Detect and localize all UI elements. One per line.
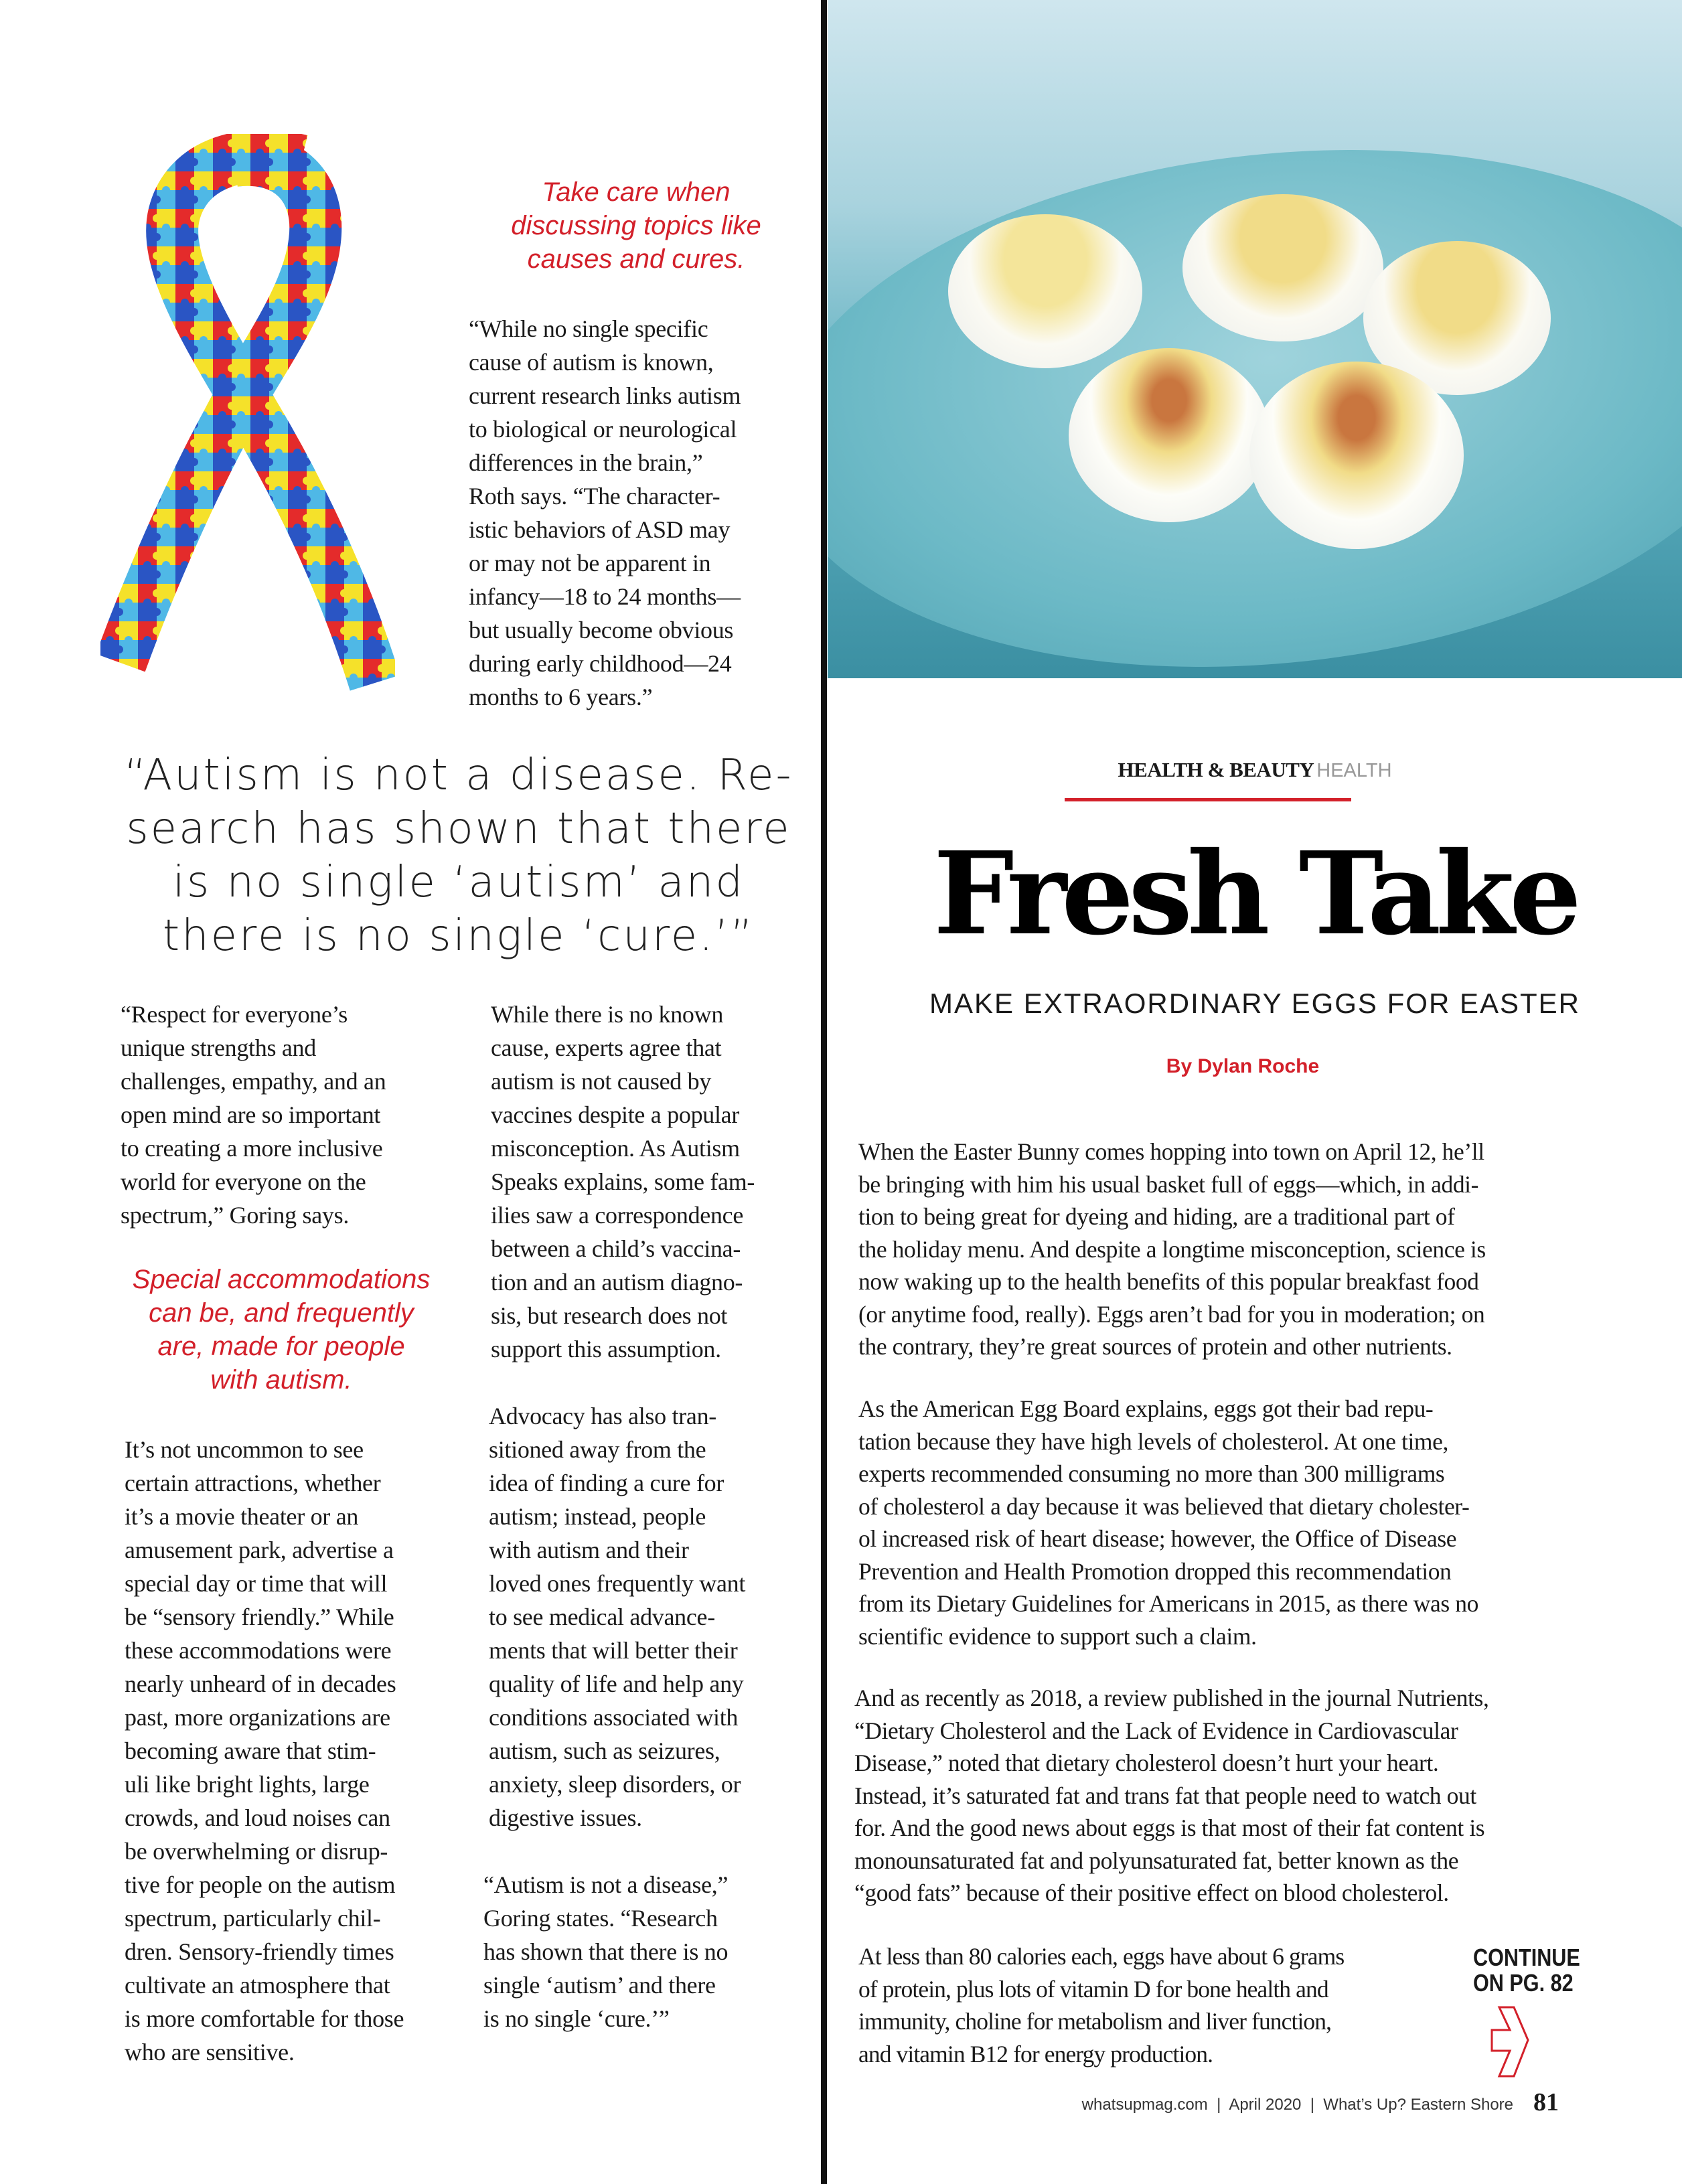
text-line: are, made for people: [157, 1332, 405, 1361]
text-line: is no single ‘cure.’”: [483, 2005, 670, 2032]
text-line: infancy—18 to 24 months—: [469, 583, 741, 610]
text-line: dren. Sensory-friendly times: [125, 1938, 394, 1965]
text-line: experts recommended consuming no more than 300 milligrams: [858, 1460, 1445, 1487]
kicker-section: HEALTH & BEAUTY: [1118, 758, 1314, 781]
text-line: And as recently as 2018, a review published in the journal Nutrients,: [854, 1685, 1489, 1711]
text-line: monounsaturated fat and polyunsaturated fat, better known as the: [854, 1847, 1459, 1874]
text-line: the contrary, they’re great sources of protein and other nutrients.: [858, 1333, 1452, 1360]
text-line: now waking up to the health benefits of this popular breakfast food: [858, 1268, 1479, 1295]
page-number: 81: [1533, 2088, 1559, 2116]
text-line: idea of finding a cure for: [489, 1470, 724, 1496]
text-line: but usually become obvious: [469, 617, 734, 643]
text-line: of cholesterol a day because it was believed that dietary cholester-: [858, 1492, 1470, 1520]
text-line: discussing topics like: [511, 211, 761, 240]
text-line: tation because they have high levels of cholesterol. At one time,: [858, 1427, 1448, 1455]
col1-paragraph-1: [121, 998, 386, 1232]
text-line: Speaks explains, some fam-: [491, 1168, 755, 1195]
text-line: tion to being great for dyeing and hiding, are a traditional part of: [858, 1203, 1455, 1230]
text-line: or may not be apparent in: [469, 550, 711, 576]
text-line: with autism and their: [489, 1537, 689, 1563]
pull-quote-causes-cures: [469, 175, 804, 276]
article-paragraph-4: [858, 1940, 1344, 2070]
text-line: autism; instead, people: [489, 1503, 706, 1530]
text-line: anxiety, sleep disorders, or: [489, 1771, 741, 1798]
deviled-eggs-photo: [828, 0, 1682, 678]
text-line: Take care when: [542, 177, 731, 207]
text-line: single ‘autism’ and there: [483, 1972, 716, 1999]
text-line: Goring states. “Research: [483, 1905, 718, 1932]
text-line: immunity, choline for metabolism and liver function,: [858, 2008, 1332, 2035]
text-line: conditions associated with: [489, 1704, 739, 1731]
kicker-underline: [1065, 798, 1351, 801]
text-line: sis, but research does not: [491, 1302, 728, 1329]
text-line: of protein, plus lots of vitamin D for bone health and: [858, 1975, 1328, 2003]
text-line: challenges, empathy, and an: [121, 1068, 386, 1095]
text-line: Prevention and Health Promotion dropped this recommendation: [858, 1557, 1452, 1585]
text-line: cause of autism is known,: [469, 349, 714, 376]
text-line: vaccines despite a popular: [491, 1101, 740, 1128]
text-line: open mind are so important: [121, 1101, 381, 1128]
article-title: Fresh Take: [933, 827, 1577, 961]
text-line: is no single ‘autism’ and: [173, 858, 745, 907]
text-line: with autism.: [210, 1365, 352, 1395]
text-line: has shown that there is no: [483, 1938, 729, 1965]
text-line: be overwhelming or disrup-: [125, 1838, 388, 1865]
article-subtitle: MAKE EXTRAORDINARY EGGS FOR EASTER: [929, 988, 1580, 1019]
text-line: it’s a movie theater or an: [125, 1503, 359, 1530]
article-paragraph-1: [858, 1136, 1486, 1363]
text-line: be bringing with him his usual basket full of eggs—which, in addi-: [858, 1170, 1479, 1198]
text-line: At less than 80 calories each, eggs have about 6 grams: [858, 1943, 1345, 1970]
text-line: crowds, and loud noises can: [125, 1804, 390, 1831]
section-kicker: [828, 758, 1682, 782]
egg-shape: [1182, 194, 1383, 341]
text-line: amusement park, advertise a: [125, 1537, 394, 1563]
text-line: Special accommodations: [132, 1265, 431, 1294]
text-line: ol increased risk of heart disease; however, the Office of Disease: [858, 1525, 1457, 1552]
col2-paragraph-3: [483, 1868, 728, 2035]
text-line: to see medical advance-: [489, 1604, 715, 1630]
text-line: misconception. As Autism: [491, 1135, 740, 1162]
egg-shape: [948, 214, 1142, 368]
text-line: past, more organizations are: [125, 1704, 390, 1731]
text-line: (or anytime food, really). Eggs aren’t bad for you in moderation; on: [858, 1300, 1485, 1328]
text-line: Roth says. “The character-: [469, 483, 720, 510]
text-line: cause, experts agree that: [491, 1034, 722, 1061]
col2-paragraph-2: [489, 1399, 745, 1835]
footer-publication-info: whatsupmag.com | April 2020 | What’s Up? Eastern Shore: [1081, 2096, 1513, 2114]
text-line: spectrum,” Goring says.: [121, 1202, 350, 1229]
col1-paragraph-2: [125, 1433, 404, 2069]
page-divider: [821, 0, 827, 2184]
text-line: who are sensitive.: [125, 2039, 295, 2065]
text-line: differences in the brain,”: [469, 449, 703, 476]
text-line: tive for people on the autism: [125, 1871, 396, 1898]
text-line: support this assumption.: [491, 1336, 721, 1362]
text-line: is more comfortable for those: [125, 2005, 404, 2032]
text-line: unique strengths and: [121, 1034, 316, 1061]
text-line: “Autism is not a disease. Re-: [124, 751, 793, 800]
text-line: special day or time that will: [125, 1570, 388, 1597]
text-line: uli like bright lights, large: [125, 1771, 370, 1798]
text-line: autism is not caused by: [491, 1068, 712, 1095]
text-line: autism, such as seizures,: [489, 1737, 720, 1764]
text-line: When the Easter Bunny comes hopping into town on April 12, he’ll: [858, 1138, 1484, 1165]
text-line: spectrum, particularly chil-: [125, 1905, 381, 1932]
text-line: between a child’s vaccina-: [491, 1235, 741, 1262]
text-line: It’s not uncommon to see: [125, 1436, 364, 1463]
text-line: loved ones frequently want: [489, 1570, 746, 1597]
text-line: search has shown that there: [126, 804, 791, 854]
text-line: sitioned away from the: [489, 1436, 706, 1463]
pull-quote-accommodations: [114, 1263, 449, 1397]
arrow-right-icon[interactable]: [1490, 2005, 1530, 2079]
roth-quote-paragraph: [469, 312, 741, 714]
egg-shape: [1249, 362, 1464, 549]
text-line: causes and cures.: [527, 244, 745, 274]
text-line: istic behaviors of ASD may: [469, 516, 731, 543]
text-line: current research links autism: [469, 382, 741, 409]
text-line: cultivate an atmosphere that: [125, 1972, 390, 1999]
text-line: be “sensory friendly.” While: [125, 1604, 394, 1630]
text-line: becoming aware that stim-: [125, 1737, 376, 1764]
text-line: “Dietary Cholesterol and the Lack of Evidence in Cardiovascular: [854, 1717, 1458, 1744]
continue-on-page-link[interactable]: [1473, 1945, 1580, 1996]
text-line: during early childhood—24: [469, 650, 732, 677]
article-paragraph-2: [858, 1393, 1478, 1652]
kicker-subsection: HEALTH: [1316, 760, 1392, 781]
text-line: months to 6 years.”: [469, 684, 653, 710]
continue-label: CONTINUE: [1473, 1944, 1580, 1971]
egg-shape: [1069, 348, 1270, 522]
col2-paragraph-1: [491, 998, 755, 1366]
text-line: Disease,” noted that dietary cholesterol doesn’t hurt your heart.: [854, 1749, 1439, 1776]
text-line: As the American Egg Board explains, eggs got their bad repu-: [858, 1395, 1434, 1422]
text-line: “Autism is not a disease,”: [483, 1871, 729, 1898]
text-line: to biological or neurological: [469, 416, 737, 443]
text-line: world for everyone on the: [121, 1168, 366, 1195]
text-line: Instead, it’s saturated fat and trans fat that people need to watch out: [854, 1782, 1476, 1809]
text-line: can be, and frequently: [149, 1298, 414, 1328]
text-line: While there is no known: [491, 1001, 724, 1028]
text-line: these accommodations were: [125, 1637, 392, 1664]
article-byline: By Dylan Roche: [1166, 1055, 1320, 1077]
text-line: and vitamin B12 for energy production.: [858, 2040, 1213, 2068]
text-line: nearly unheard of in decades: [125, 1670, 396, 1697]
text-line: quality of life and help any: [489, 1670, 744, 1697]
continue-page-label: ON PG. 82: [1473, 1969, 1574, 1997]
text-line: for. And the good news about eggs is that most of their fat content is: [854, 1814, 1485, 1841]
text-line: “good fats” because of their positive effect on blood cholesterol.: [854, 1879, 1449, 1906]
text-line: scientific evidence to support such a claim.: [858, 1622, 1257, 1650]
text-line: tion and an autism diagno-: [491, 1269, 743, 1296]
text-line: “Respect for everyone’s: [121, 1001, 348, 1028]
text-line: “While no single specific: [469, 315, 708, 342]
article-paragraph-3: [854, 1682, 1488, 1909]
autism-puzzle-ribbon-image: [100, 134, 395, 710]
text-line: ilies saw a correspondence: [491, 1202, 744, 1229]
text-line: ments that will better their: [489, 1637, 738, 1664]
text-line: to creating a more inclusive: [121, 1135, 383, 1162]
text-line: from its Dietary Guidelines for Americans in 2015, as there was no: [858, 1590, 1478, 1617]
text-line: certain attractions, whether: [125, 1470, 381, 1496]
text-line: Advocacy has also tran-: [489, 1403, 716, 1429]
text-line: digestive issues.: [489, 1804, 642, 1831]
text-line: the holiday menu. And despite a longtime misconception, science is: [858, 1235, 1486, 1263]
text-line: there is no single ‘cure.’”: [163, 911, 755, 961]
featured-big-quote: [100, 749, 817, 963]
